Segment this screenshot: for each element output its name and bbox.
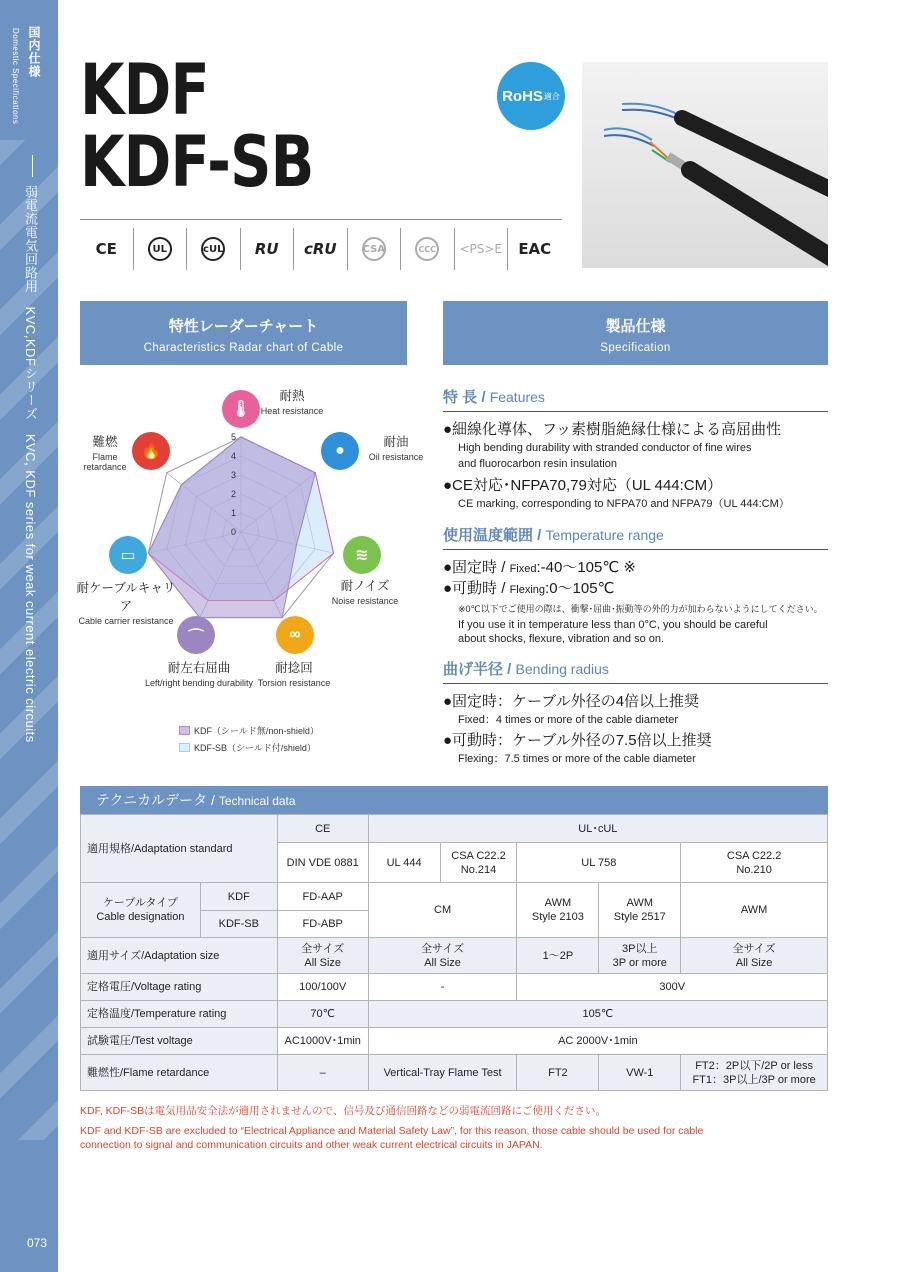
- bending-flex-en: Flexing：7.5 times or more of the cable diameter: [458, 753, 696, 765]
- radar-legend: [179, 724, 319, 758]
- footer-note: [80, 1103, 828, 1152]
- title-divider: [80, 219, 562, 220]
- radar-scale-label: 5: [230, 432, 236, 442]
- bending-flex-jp: ●可動時：ケーブル外径の7.5倍以上推奨: [443, 732, 712, 749]
- voltage-ce-cell: 100/100V: [277, 974, 368, 1001]
- flame-ft-cell: FT2：2P以下/2P or less FT1：3P以上/3P or more: [681, 1055, 828, 1091]
- ul758-cell: UL 758: [517, 843, 681, 883]
- technical-data-header: テクニカルデータ / Technical data: [80, 786, 828, 814]
- spec-title-en: Specification: [600, 342, 671, 354]
- flame-vw1-cell: VW-1: [599, 1055, 681, 1091]
- title-line-1: KDF: [80, 49, 209, 131]
- ul-mark-icon: UL: [134, 228, 188, 270]
- cable-photo: [582, 62, 828, 268]
- legend-item-kdf: KDF（シールド無/non-shield）: [179, 724, 319, 737]
- radar-scale-label: 2: [230, 489, 236, 499]
- fd-abp-cell: FD-ABP: [277, 911, 368, 938]
- technical-data-table: [80, 814, 828, 1091]
- radar-scale-label: 1: [230, 508, 236, 518]
- feature-2-en: CE marking, corresponding to NFPA70 and NFPA79（UL 444:CM）: [458, 498, 790, 510]
- ce-mark-icon: CE: [80, 228, 134, 270]
- flame-ce-cell: –: [277, 1055, 368, 1091]
- awm-2103-cell: AWM Style 2103: [517, 883, 599, 938]
- awm-2517-cell: AWM Style 2517: [599, 883, 681, 938]
- temp-note-jp: ※0℃以下でご使用の際は、衝撃･屈曲･振動等の外的力が加わらないようにしてください。: [458, 604, 823, 614]
- radar-title-en: Characteristics Radar chart of Cable: [143, 342, 344, 354]
- temp-note-en-line1: If you use it in temperature less than 0°C, you should be careful: [458, 619, 768, 631]
- table-row: [81, 974, 828, 1001]
- bending-heading: 曲げ半径 / Bending radius: [443, 658, 828, 684]
- radar-axis-icon: ●: [321, 432, 359, 470]
- eac-mark-icon: EAC: [518, 240, 552, 258]
- flame-ft2-cell: FT2: [517, 1055, 599, 1091]
- table-row: [81, 883, 828, 911]
- csa214-cell: CSA C22.2 No.214: [440, 843, 517, 883]
- cru-mark-icon: cRU: [294, 228, 348, 270]
- temp-105-cell: 105℃: [368, 1001, 827, 1028]
- radar-scale-label: 4: [230, 451, 236, 461]
- radar-axis-label: 耐捻回 Torsion resistance: [257, 661, 331, 688]
- table-row: [81, 1055, 828, 1091]
- voltage-label: 定格電圧/Voltage rating: [81, 974, 278, 1001]
- footer-note-en-line1: KDF and KDF-SB are excluded to “Electrical Appliance and Material Safety Law”, for this reason, those cable should be used for cable: [80, 1125, 704, 1137]
- test-voltage-label: 試験電圧/Test voltage: [81, 1028, 278, 1055]
- temp-fixed: ●固定時 / Fixed:-40～105℃ ※: [443, 559, 636, 576]
- size-1-2p-cell: 1～2P: [517, 938, 599, 974]
- voltage-dash-cell: -: [368, 974, 517, 1001]
- page-number: 073: [27, 1236, 48, 1250]
- bending-fixed-en: Fixed：4 times or more of the cable diameter: [458, 714, 679, 726]
- radar-section-header: [80, 301, 407, 365]
- feature-1-en-line2: and fluorocarbon resin insulation: [458, 458, 617, 470]
- feature-1-jp: ●細線化導体、フッ素樹脂絶縁仕様による高屈曲性: [443, 421, 782, 438]
- csa210-cell: CSA C22.2 No.210: [681, 843, 828, 883]
- temp-ce-cell: 70℃: [277, 1001, 368, 1028]
- radar-title-jp: 特性レーダーチャート: [168, 318, 319, 335]
- ce-header: CE: [277, 815, 368, 843]
- footer-note-en-line2: connection to signal and communication circuits and other weak current electrical circuits in JAPAN.: [80, 1139, 543, 1151]
- ul444-cell: UL 444: [368, 843, 440, 883]
- flame-vt-cell: Vertical-Tray Flame Test: [368, 1055, 517, 1091]
- radar-axis-icon: ▭: [109, 536, 147, 574]
- din-cell: DIN VDE 0881: [277, 843, 368, 883]
- title-line-2: KDF-SB: [80, 121, 314, 203]
- table-row: [81, 1028, 828, 1055]
- csa-mark-icon: CSA: [348, 228, 402, 270]
- sidebar: [0, 0, 58, 1272]
- temp-note-en-line2: about shocks, flexure, vibration and so on.: [458, 633, 665, 645]
- table-row: [81, 815, 828, 843]
- feature-2-jp: ●CE対応･NFPA70,79対応（UL 444:CM）: [443, 477, 723, 494]
- radar-axis-icon: ∞: [276, 616, 314, 654]
- sidebar-series-label: 弱電流電気回路用 KVC,KDFシリーズ KVC, KDF series for weak current electric circuits: [23, 185, 38, 743]
- size-csa-cell: 全サイズ All Size: [681, 938, 828, 974]
- table-row: [81, 1001, 828, 1028]
- flame-label: 難燃性/Flame retardance: [81, 1055, 278, 1091]
- radar-axis-icon: 🔥: [132, 432, 170, 470]
- test-ac-cell: AC 2000V･1min: [368, 1028, 827, 1055]
- footer-note-jp: KDF, KDF-SBは電気用品安全法が適用されませんので、信号及び通信回路などの弱電流回路にご使用ください。: [80, 1105, 606, 1117]
- radar-axis-icon: 🌡: [222, 390, 260, 428]
- product-title: [80, 49, 314, 203]
- kdf-sb-label: KDF-SB: [200, 911, 277, 938]
- radar-axis-label: 耐ケーブルキャリア Cable carrier resistance: [76, 581, 176, 626]
- rohs-sub: 適合: [543, 91, 560, 101]
- sidebar-category-jp: 国内仕様: [27, 26, 41, 78]
- temperature-heading: 使用温度範囲 / Temperature range: [443, 524, 828, 550]
- specification-panel: [443, 386, 828, 767]
- bending-fixed-jp: ●固定時：ケーブル外径の4倍以上推奨: [443, 693, 700, 710]
- radar-axis-label: 耐左右屈曲 Left/right bending durability: [144, 661, 254, 688]
- cable-type-label: ケーブルタイプ Cable designation: [81, 883, 201, 938]
- radar-axis-label: 耐油 Oil resistance: [368, 435, 424, 462]
- radar-axis-icon: ⌒: [177, 616, 215, 654]
- kdf-label: KDF: [200, 883, 277, 911]
- ul-cul-header: UL･cUL: [368, 815, 827, 843]
- pse-mark-icon: <PS>E: [455, 228, 509, 270]
- certification-marks: [80, 228, 562, 270]
- legend-item-kdf-sb: KDF-SB（シールド付/shield）: [179, 741, 319, 754]
- fd-aap-cell: FD-AAP: [277, 883, 368, 911]
- rohs-badge: [497, 62, 565, 130]
- awm-cell: AWM: [681, 883, 828, 938]
- spec-title-jp: 製品仕様: [605, 318, 666, 335]
- feature-1-en-line1: High bending durability with stranded conductor of fine wires: [458, 442, 752, 454]
- radar-axis-label: 難燃 Flame retardance: [83, 435, 127, 472]
- adapt-standard-label: 適用規格/Adaptation standard: [81, 815, 278, 883]
- radar-chart: [76, 380, 424, 760]
- sidebar-divider: [32, 155, 33, 177]
- sidebar-category-en: Domestic Specifications: [11, 28, 20, 125]
- radar-axis-label: 耐熱 Heat resistance: [260, 389, 324, 416]
- radar-axis-label: 耐ノイズ Noise resistance: [331, 579, 399, 606]
- rohs-label: RoHS: [502, 87, 543, 105]
- radar-scale-label: 3: [230, 470, 236, 480]
- size-ul-cell: 全サイズ All Size: [368, 938, 517, 974]
- voltage-300-cell: 300V: [517, 974, 828, 1001]
- test-ce-cell: AC1000V･1min: [277, 1028, 368, 1055]
- size-label: 適用サイズ/Adaptation size: [81, 938, 278, 974]
- radar-axis-icon: ≋: [343, 536, 381, 574]
- cm-cell: CM: [368, 883, 517, 938]
- temp-flexing: ●可動時 / Flexing:0～105℃: [443, 580, 615, 597]
- ru-mark-icon: RU: [241, 228, 295, 270]
- cul-mark-icon: cUL: [187, 228, 241, 270]
- temp-rating-label: 定格温度/Temperature rating: [81, 1001, 278, 1028]
- spec-section-header: [443, 301, 828, 365]
- radar-scale-label: 0: [230, 527, 236, 537]
- size-3p-cell: 3P以上 3P or more: [599, 938, 681, 974]
- table-row: [81, 938, 828, 974]
- features-heading: 特 長 / Features: [443, 386, 828, 412]
- size-ce-cell: 全サイズ All Size: [277, 938, 368, 974]
- ccc-mark-icon: CCC: [401, 228, 455, 270]
